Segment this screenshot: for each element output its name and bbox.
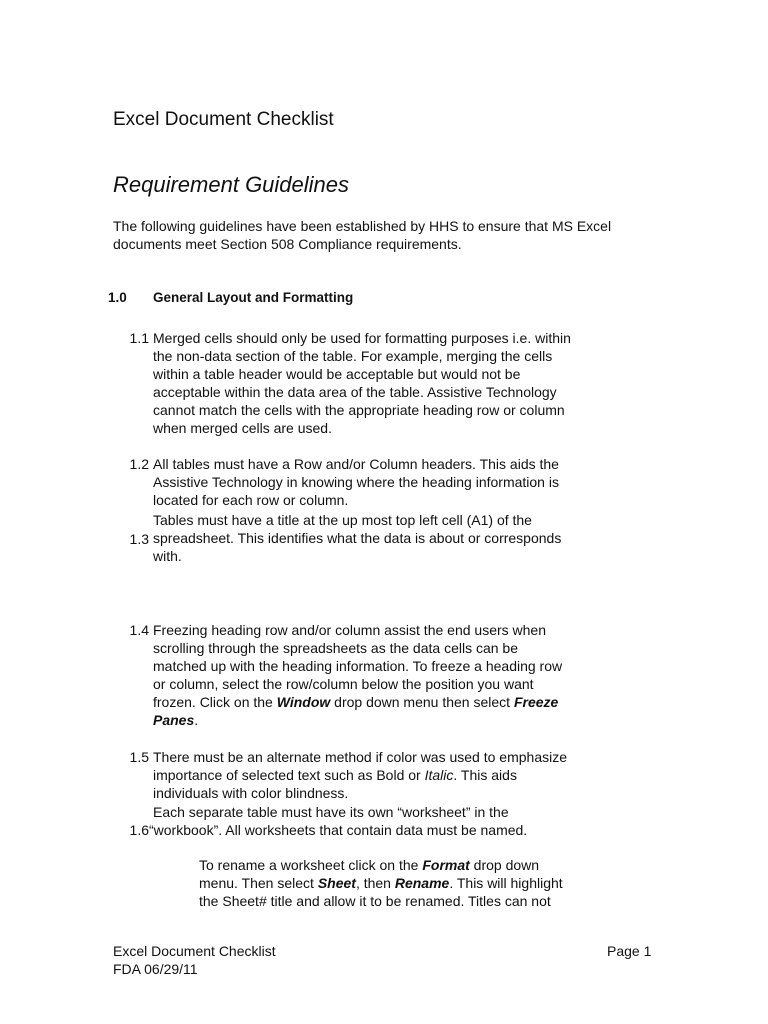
text-line: Merged cells should only be used for formatting purposes i.e. within xyxy=(153,330,571,346)
text-line: Assistive Technology in knowing where the heading information is xyxy=(153,474,559,490)
format-menu-ref: Format xyxy=(422,857,470,873)
text-line: “workbook”. All worksheets that contain data must be named. xyxy=(149,822,528,838)
text-run: . This aids xyxy=(453,767,517,783)
text-run: frozen. Click on the xyxy=(153,694,277,710)
text-line: cannot match the cells with the appropriate heading row or column xyxy=(153,402,565,418)
text-line: the non-data section of the table. For example, merging the cells xyxy=(153,348,553,364)
section-subtitle: General Layout and Formatting xyxy=(153,290,354,305)
text-line: spreadsheet. This identifies what the data is about or corresponds xyxy=(153,530,562,546)
item-1-1-text xyxy=(153,329,623,437)
text-run: drop down xyxy=(469,857,540,873)
text-line xyxy=(153,766,623,784)
section-heading: Requirement Guidelines xyxy=(113,172,350,197)
item-number: 1.6 xyxy=(129,822,149,838)
rename-instructions xyxy=(199,856,669,910)
text-line: the Sheet# title and allow it to be renamed. Titles can not xyxy=(199,893,551,909)
text-line: or column, select the row/column below the position you want xyxy=(153,676,534,692)
text-line xyxy=(199,874,669,892)
item-number: 1.2 xyxy=(129,456,149,472)
text-run: , then xyxy=(355,875,395,891)
text-run: drop down menu then select xyxy=(330,694,514,710)
panes-ref: Panes xyxy=(153,712,195,728)
text-line: scrolling through the spreadsheets as the data cells can be xyxy=(153,640,519,656)
text-run: . xyxy=(194,712,199,728)
text-line: with. xyxy=(153,548,182,564)
item-1-6-text-cont xyxy=(149,821,619,839)
item-1-5-text xyxy=(153,748,623,802)
text-run: . This will highlight xyxy=(449,875,563,891)
text-line xyxy=(199,856,669,874)
text-line: matched up with the heading information. To freeze a heading row xyxy=(153,658,563,674)
section-number: 1.0 xyxy=(108,290,127,305)
text-line: Each separate table must have its own “worksheet” in the xyxy=(153,804,509,820)
text-run: To rename a worksheet click on the xyxy=(199,857,423,873)
text-line: Tables must have a title at the up most top left cell (A1) of the xyxy=(153,512,532,528)
text-line: acceptable within the data area of the table. Assistive Technology xyxy=(153,384,557,400)
footer-doc-title: Excel Document Checklist xyxy=(113,943,276,959)
text-line: Freezing heading row and/or column assist the end users when xyxy=(153,622,546,638)
window-menu-ref: Window xyxy=(276,694,331,710)
text-line xyxy=(153,693,623,711)
text-line: All tables must have a Row and/or Column headers. This aids the xyxy=(153,456,559,472)
intro-line: The following guidelines have been established by HHS to ensure that MS Excel xyxy=(113,218,612,234)
text-run: importance of selected text such as Bold or xyxy=(153,767,425,783)
item-number: 1.5 xyxy=(129,749,149,765)
italic-ref: Italic xyxy=(424,767,454,783)
sheet-ref: Sheet xyxy=(317,875,356,891)
page-number: Page 1 xyxy=(607,943,652,959)
text-line: There must be an alternate method if color was used to emphasize xyxy=(153,749,567,765)
intro-paragraph xyxy=(113,217,673,253)
item-1-3-text xyxy=(153,511,623,565)
item-1-2-text xyxy=(153,455,623,509)
footer-left xyxy=(113,942,276,978)
intro-line: documents meet Section 508 Compliance requirements. xyxy=(113,236,462,252)
item-number: 1.4 xyxy=(129,622,149,638)
item-number: 1.1 xyxy=(129,330,149,346)
document-title: Excel Document Checklist xyxy=(113,109,334,130)
rename-ref: Rename xyxy=(394,875,450,891)
item-1-4-text xyxy=(153,621,623,729)
item-number: 1.3 xyxy=(129,531,149,547)
text-line: when merged cells are used. xyxy=(153,420,332,436)
text-line: located for each row or column. xyxy=(153,492,349,508)
item-1-6-text xyxy=(153,803,623,821)
text-run: menu. Then select xyxy=(199,875,318,891)
text-line: individuals with color blindness. xyxy=(153,785,349,801)
text-line: within a table header would be acceptable but would not be xyxy=(153,366,521,382)
text-line xyxy=(153,711,623,729)
footer-date: FDA 06/29/11 xyxy=(113,961,198,977)
freeze-ref: Freeze xyxy=(513,694,559,710)
